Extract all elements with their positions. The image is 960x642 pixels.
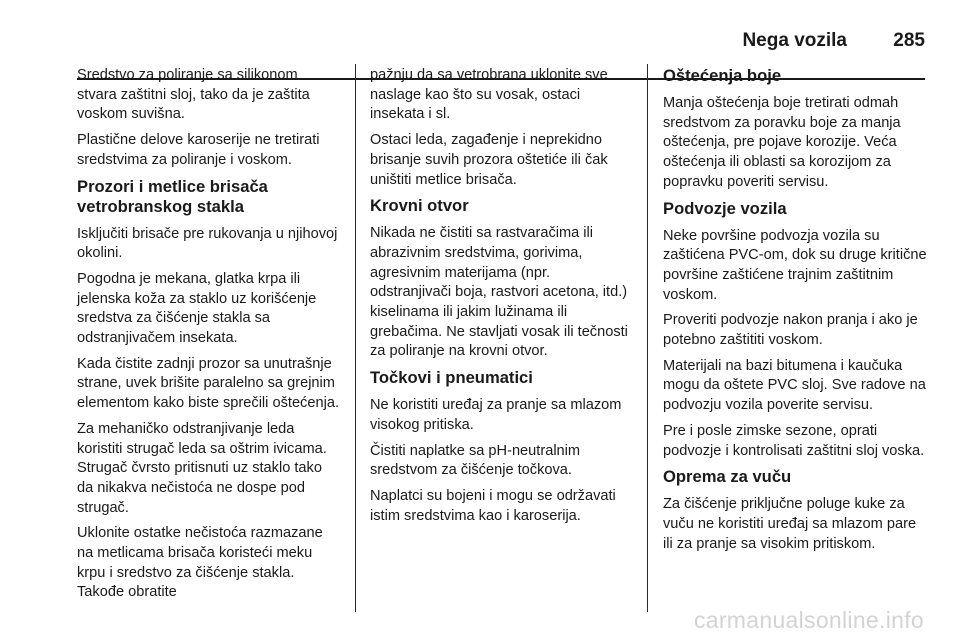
paragraph: Isključiti brisače pre rukovanja u njihovoj okolini. (77, 225, 338, 262)
paragraph: Pogodna je mekana, glatka krpa ili jelenska koža za staklo uz korišćenje sredstva za čišćenje stakla sa odstranjivačem insekata. (77, 270, 317, 347)
column-divider (355, 64, 356, 612)
paragraph: Materijali na bazi bitumena i kaučuka mogu da oštete PVC sloj. Sve radove na podvozju vozila poverite servisu. (663, 357, 926, 414)
paragraph: Sredstvo za poliranje sa silikonom stvara zaštitni sloj, tako da je zaštita voskom suvišna. (77, 67, 310, 123)
paragraph: Nikada ne čistiti sa rastvaračima ili abrazivnim sredstvima, gorivima, agresivnim materijama (npr. odstranjivači boja, rastvori acetona, itd.) kiselinama ili jakim lužinama ili grebačima. Ne stavljati vosak ili tečnosti za poliranje na krovni otvor. (370, 225, 628, 360)
paragraph: Za čišćenje priključne poluge kuke za vuču ne koristiti uređaj sa mlazom pare ili za pranje sa visokim pritiskom. (663, 496, 917, 552)
paragraph: Pre i posle zimske sezone, oprati podvozje i kontrolisati zaštitni sloj voska. (663, 422, 925, 459)
section-heading: Oštećenja boje (663, 66, 782, 85)
section-heading: Prozori i metlice brisača vetrobranskog stakla (77, 176, 268, 216)
column-1 (77, 66, 339, 609)
paragraph: Proveriti podvozje nakon pranja i ako je potebno zaštititi voskom. (663, 312, 918, 349)
paragraph: Ostaci leda, zagađenje i neprekidno brisanje suvih prozora oštetiće ili čak uništiti metlice brisača. (370, 132, 608, 188)
column-divider (647, 64, 648, 612)
section-heading: Točkovi i pneumatici (370, 368, 533, 388)
page-header (77, 30, 925, 56)
paragraph: pažnju da sa vetrobrana uklonite sve naslage kao što su vosak, ostaci insekata i sl. (370, 67, 608, 123)
column-2 (370, 66, 632, 532)
paragraph: Uklonite ostatke nečistoća razmazane na metlicama brisača koristeći meku krpu i sredstvo za čišćenje stakla. Takođe obratite (77, 525, 323, 601)
paragraph: Ne koristiti uređaj za pranje sa mlazom visokog pritiska. (370, 397, 622, 433)
paragraph: Kada čistite zadnji prozor sa unutrašnje strane, uvek brišite paralelno sa grejnim elementom kako biste sprečili oštećenja. (77, 355, 340, 412)
paragraph: Manja oštećenja boje tretirati odmah sredstvom za poravku boje za manja oštećenja, pre pojave korozije. Veća oštećenja ili oblasti sa korozijom za popravku poveriti servisu. (663, 95, 901, 190)
paragraph: Neke površine podvozja vozila su zaštićena PVC-om, dok su druge kritične površine zaštićene trajnim zaštitnim voskom. (663, 227, 927, 303)
paragraph: Plastične delove karoserije ne tretirati sredstvima za poliranje i voskom. (77, 132, 320, 168)
paragraph: Čistiti naplatke sa pH-neutralnim sredstvom za čišćenje točkova. (370, 442, 581, 479)
section-heading: Oprema za vuču (663, 467, 792, 487)
page-title: Nega vozila (742, 30, 847, 51)
paragraph: Naplatci su bojeni i mogu se održavati istim sredstvima kao i karoserija. (370, 487, 616, 524)
section-heading: Podvozje vozila (663, 198, 787, 218)
column-3 (663, 66, 928, 560)
watermark: carmanualsonline.info (693, 607, 924, 633)
section-heading: Krovni otvor (370, 196, 469, 216)
page-number: 285 (893, 30, 925, 51)
paragraph: Za mehaničko odstranjivanje leda koristiti strugač leda sa oštrim ivicama. Strugač čvrsto pritisnuti uz staklo tako da nikakva nečistoća ne dospe pod strugač. (77, 420, 327, 516)
